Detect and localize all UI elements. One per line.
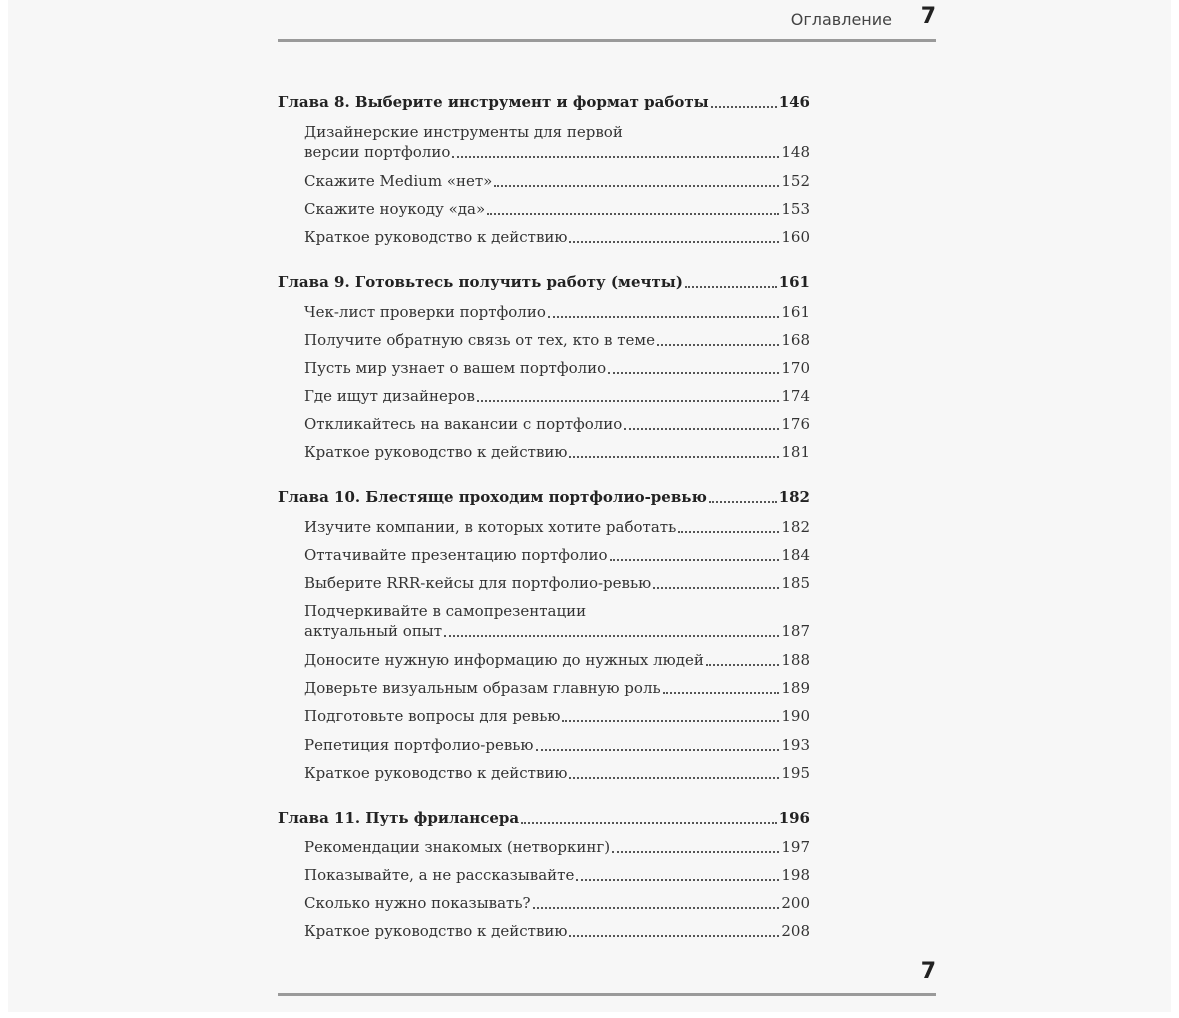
- toc-entry-page-number: 189: [781, 679, 810, 697]
- toc-entry-title-line1: Дизайнерские инструменты для первой: [304, 123, 623, 141]
- toc-entry-title: Пусть мир узнает о вашем портфолио: [304, 359, 607, 377]
- toc-entry-page-number: 196: [778, 809, 810, 827]
- toc-entry-page-number: 208: [781, 922, 810, 940]
- toc-section-entry: [304, 837, 810, 857]
- toc-leader-dots: [521, 822, 777, 824]
- toc-leader-dots: [452, 156, 779, 158]
- toc-entry-page-number: 160: [781, 228, 810, 246]
- toc-section-entry: [304, 763, 810, 783]
- toc-entry-page-number: 184: [781, 546, 810, 564]
- toc-leader-dots: [663, 692, 780, 694]
- toc-leader-dots: [685, 286, 777, 288]
- toc-section-entry: [304, 601, 810, 641]
- toc-leader-dots: [709, 501, 777, 503]
- running-header: [278, 0, 936, 42]
- toc-leader-dots: [569, 241, 779, 243]
- toc-entry-title: Краткое руководство к действию: [304, 228, 568, 246]
- toc-section-entry: [304, 330, 810, 350]
- toc-chapter-entry: [278, 92, 810, 112]
- toc-section-entry: [304, 706, 810, 726]
- toc-entry-title: Откликайтесь на вакансии с портфолио: [304, 415, 623, 433]
- toc-entry-page-number: 146: [778, 93, 810, 111]
- toc-leader-dots: [678, 531, 779, 533]
- toc-section-entry: [304, 921, 810, 941]
- toc-entry-page-number: 200: [781, 894, 810, 912]
- toc-entry-page-number: 188: [781, 651, 810, 669]
- toc-leader-dots: [533, 907, 780, 909]
- toc-leader-dots: [548, 316, 779, 318]
- toc-leader-dots: [653, 587, 779, 589]
- toc-entry-title: Доносите нужную информацию до нужных людей: [304, 651, 704, 669]
- toc-section-entry: [304, 650, 810, 670]
- toc-chapter-entry: [278, 808, 810, 828]
- running-header-page-number: 7: [920, 4, 936, 29]
- toc-entry-title: Где ищут дизайнеров: [304, 387, 475, 405]
- toc-entry-title: Рекомендации знакомых (нетворкинг): [304, 838, 611, 856]
- toc-leader-dots: [536, 749, 780, 751]
- toc-leader-dots: [576, 879, 779, 881]
- toc-entry-page-number: 176: [781, 415, 810, 433]
- toc-entry-title: Краткое руководство к действию: [304, 764, 568, 782]
- toc-section-entry: [304, 302, 810, 322]
- toc-entry-page-number: 181: [781, 443, 810, 461]
- toc-entry-page-number: 182: [781, 518, 810, 536]
- toc-entry-title: Краткое руководство к действию: [304, 443, 568, 461]
- toc-leader-dots: [706, 664, 780, 666]
- toc-leader-dots: [477, 400, 779, 402]
- toc-entry-page-number: 190: [781, 707, 810, 725]
- toc-leader-dots: [610, 559, 780, 561]
- footer-rule: [278, 993, 936, 996]
- toc-entry-title: Скажите Medium «нет»: [304, 172, 493, 190]
- toc-entry-title: Глава 8. Выберите инструмент и формат работы: [278, 93, 709, 111]
- toc-entry-page-number: 195: [781, 764, 810, 782]
- toc-entry-title: Изучите компании, в которых хотите работать: [304, 518, 677, 536]
- toc-entry-title: Глава 9. Готовьтесь получить работу (мечты): [278, 273, 683, 291]
- toc-leader-dots: [569, 777, 779, 779]
- toc-entry-title: Показывайте, а не рассказывайте: [304, 866, 575, 884]
- toc-section-entry: [304, 545, 810, 565]
- toc-chapter-entry: [278, 487, 810, 507]
- toc-entry-title: Выберите RRR-кейсы для портфолио-ревью: [304, 574, 652, 592]
- toc-entry-title: Сколько нужно показывать?: [304, 894, 531, 912]
- toc-entry-page-number: 198: [781, 866, 810, 884]
- footer-page-number: 7: [920, 959, 936, 984]
- toc-leader-dots: [657, 344, 779, 346]
- toc-entry-page-number: 187: [781, 622, 810, 640]
- toc-entry-page-number: 168: [781, 331, 810, 349]
- toc-leader-dots: [569, 935, 779, 937]
- toc-section-entry: [304, 442, 810, 462]
- toc-entry-line2: [304, 621, 810, 641]
- toc-entry-title: Доверьте визуальным образам главную роль: [304, 679, 661, 697]
- toc-leader-dots: [487, 213, 779, 215]
- toc-entry-page-number: 170: [781, 359, 810, 377]
- toc-entry-page-number: 182: [778, 488, 810, 506]
- toc-entry-page-number: 193: [781, 736, 810, 754]
- toc-leader-dots: [711, 106, 777, 108]
- toc-entry-title: версии портфолио: [304, 143, 451, 161]
- toc-entry-line2: [304, 142, 810, 162]
- running-header-title: Оглавление: [790, 10, 892, 29]
- toc-section-entry: [304, 227, 810, 247]
- toc-entry-title: Чек-лист проверки портфолио: [304, 303, 546, 321]
- toc-section-entry: [304, 199, 810, 219]
- toc-leader-dots: [612, 851, 779, 853]
- toc-leader-dots: [569, 456, 779, 458]
- toc-leader-dots: [608, 372, 779, 374]
- toc-section-entry: [304, 414, 810, 434]
- toc-leader-dots: [624, 428, 779, 430]
- toc-entry-page-number: 197: [781, 838, 810, 856]
- toc-entry-title: Оттачивайте презентацию портфолио: [304, 546, 608, 564]
- toc-entry-title: актуальный опыт: [304, 622, 443, 640]
- header-rule: [278, 39, 936, 42]
- toc-section-entry: [304, 735, 810, 755]
- toc-entry-page-number: 148: [781, 143, 810, 161]
- toc-entry-page-number: 174: [781, 387, 810, 405]
- toc-leader-dots: [494, 185, 779, 187]
- toc-entry-title: Глава 10. Блестяще проходим портфолио-ревью: [278, 488, 707, 506]
- toc-entry-page-number: 185: [781, 574, 810, 592]
- toc-entry-title: Глава 11. Путь фрилансера: [278, 809, 520, 827]
- toc-section-entry: [304, 358, 810, 378]
- toc-leader-dots: [562, 720, 779, 722]
- toc-section-entry: [304, 893, 810, 913]
- toc-section-entry: [304, 865, 810, 885]
- toc-section-entry: [304, 517, 810, 537]
- toc-section-entry: [304, 678, 810, 698]
- toc-entry-page-number: 152: [781, 172, 810, 190]
- toc-leader-dots: [444, 635, 779, 637]
- toc-section-entry: [304, 386, 810, 406]
- toc-entry-page-number: 161: [778, 273, 810, 291]
- toc-entry-title: Скажите ноукоду «да»: [304, 200, 486, 218]
- toc-entry-page-number: 153: [781, 200, 810, 218]
- toc-entry-page-number: 161: [781, 303, 810, 321]
- toc-entry-title: Краткое руководство к действию: [304, 922, 568, 940]
- toc-section-entry: [304, 122, 810, 162]
- toc-section-entry: [304, 171, 810, 191]
- toc-entry-title-line1: Подчеркивайте в самопрезентации: [304, 602, 587, 620]
- toc-entry-title: Репетиция портфолио-ревью: [304, 736, 534, 754]
- toc-entry-title: Подготовьте вопросы для ревью: [304, 707, 561, 725]
- toc-chapter-entry: [278, 272, 810, 292]
- toc-entry-title: Получите обратную связь от тех, кто в теме: [304, 331, 655, 349]
- toc-section-entry: [304, 573, 810, 593]
